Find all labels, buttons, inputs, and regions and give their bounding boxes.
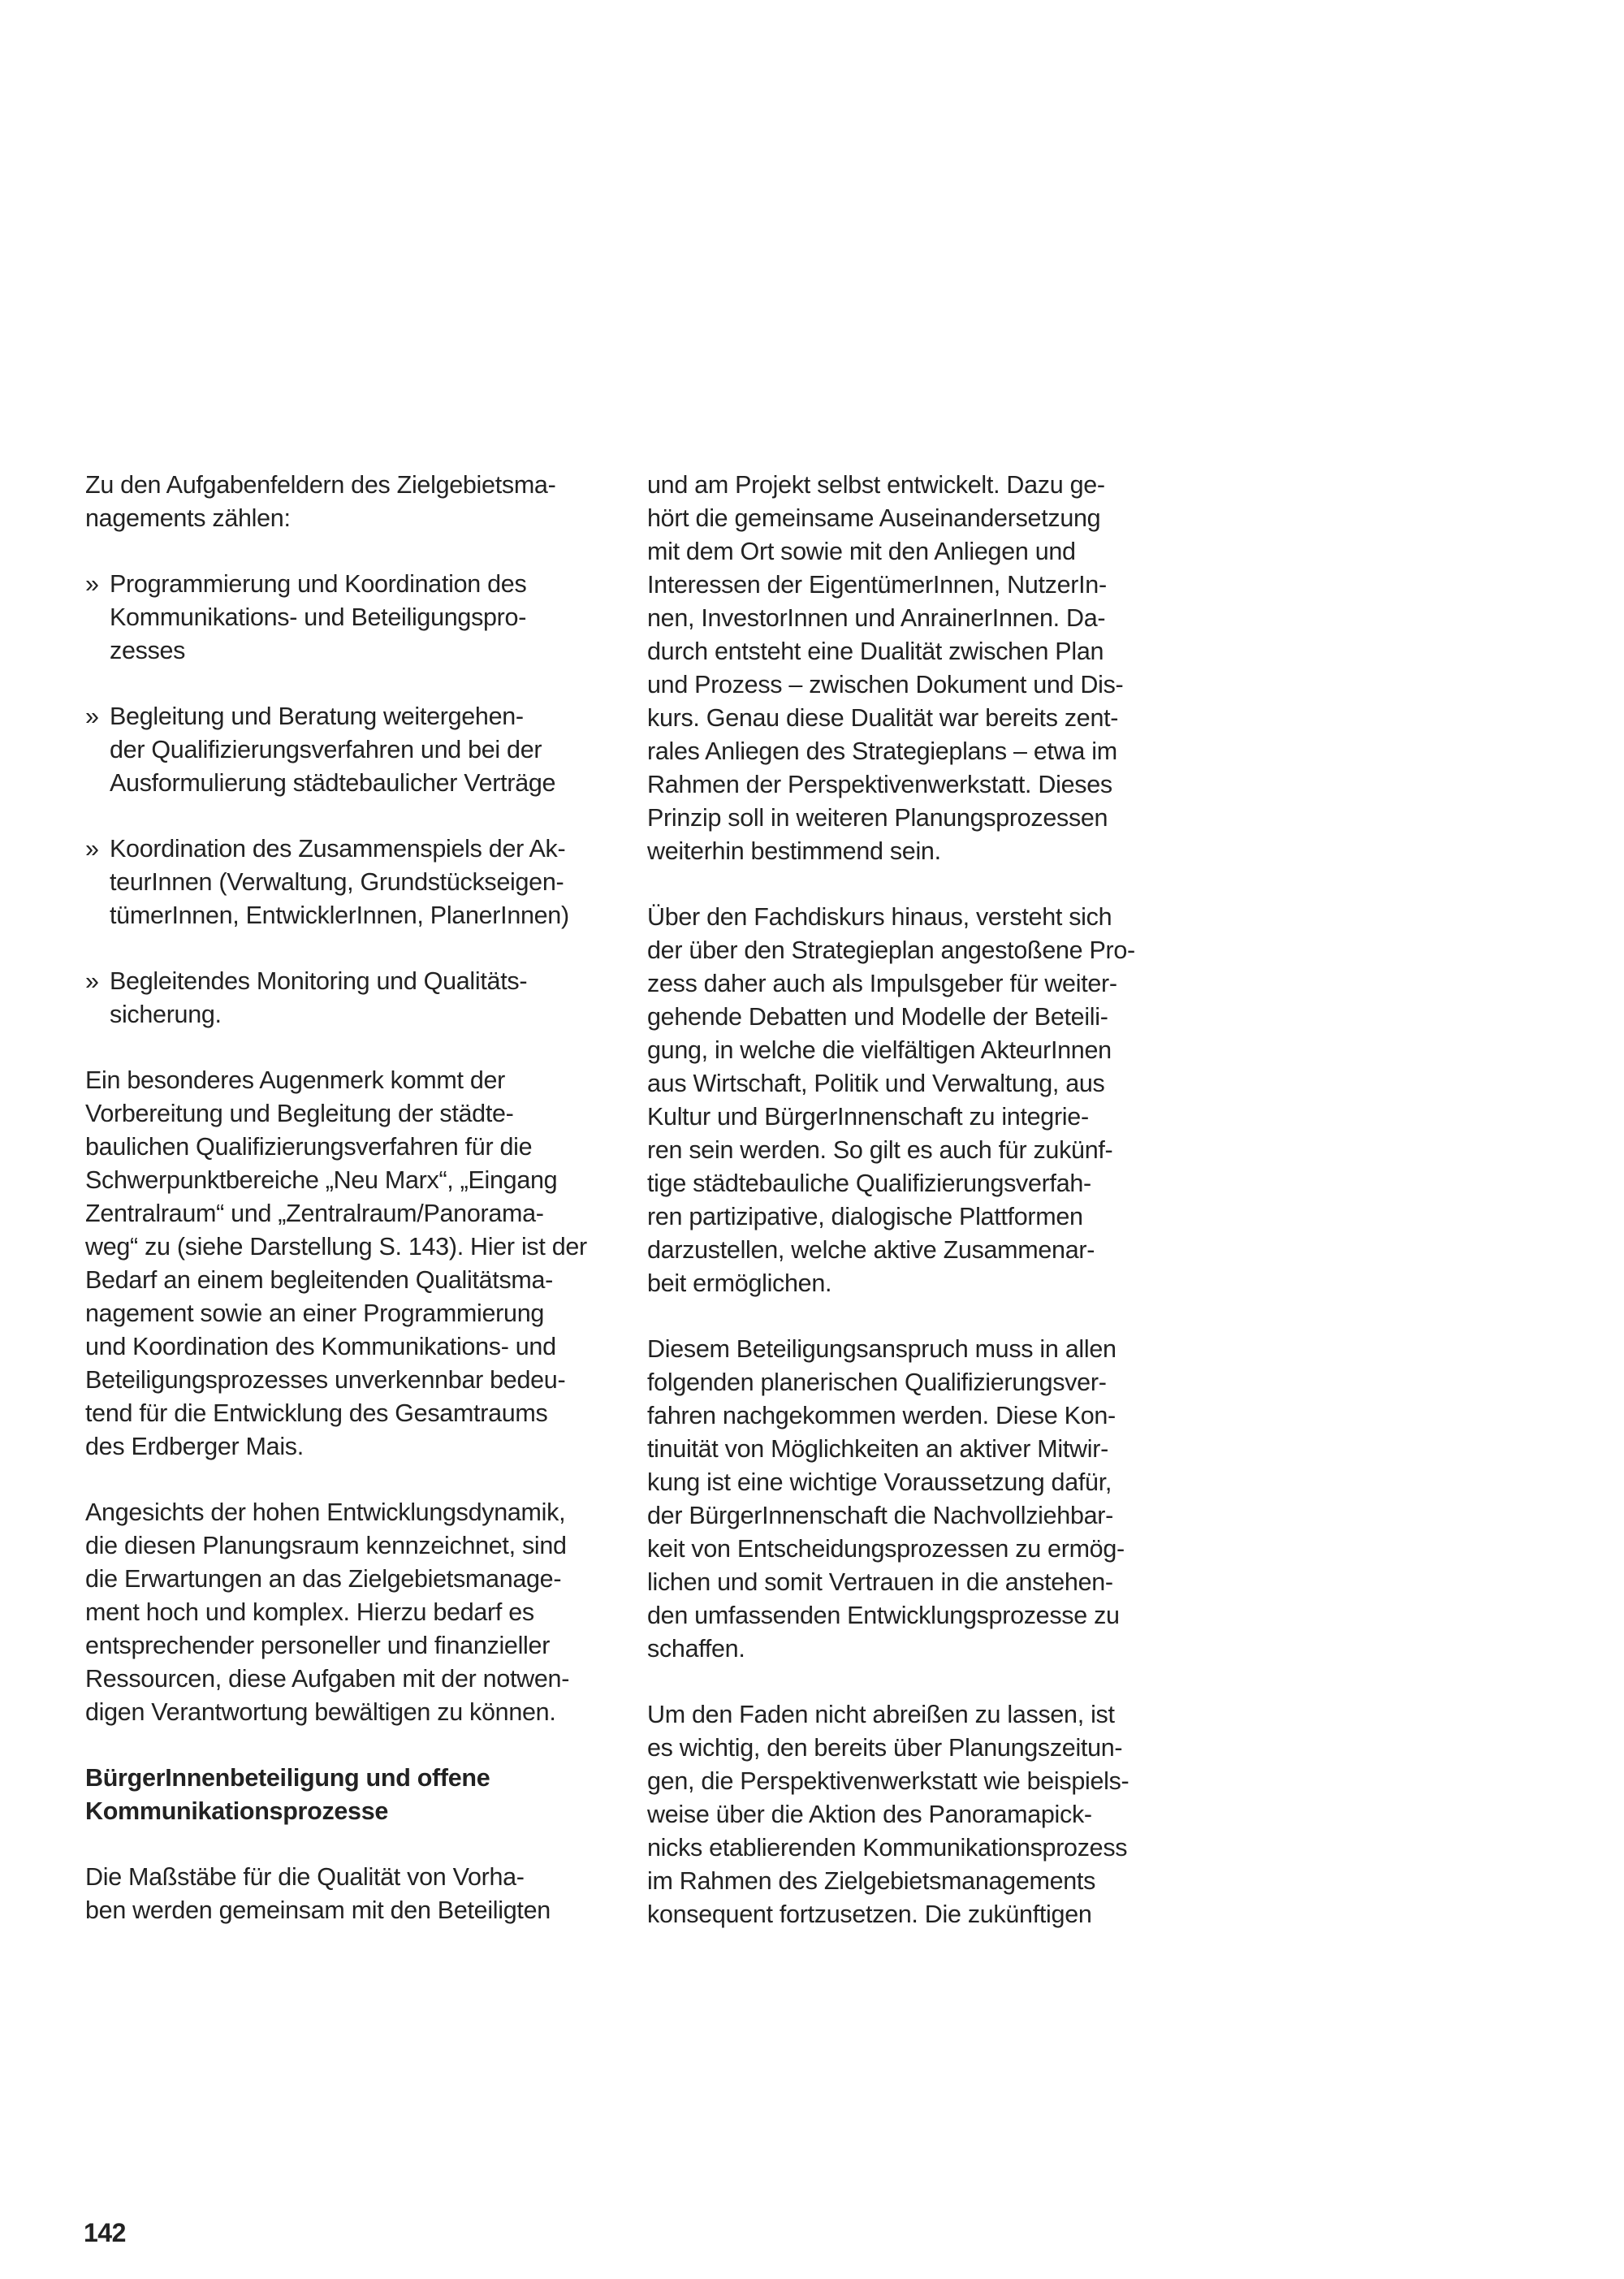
text-line: der Qualifizierungsverfahren und bei der	[110, 736, 542, 763]
text-line: die diesen Planungsraum kennzeichnet, sind	[85, 1532, 567, 1559]
paragraph-continuation	[647, 1698, 1175, 1931]
text-line: Angesichts der hohen Entwicklungsdynamik,	[85, 1498, 566, 1526]
text-line: weise über die Aktion des Panoramapick-	[647, 1801, 1092, 1828]
text-line: Die Maßstäbe für die Qualität von Vorha-	[85, 1863, 525, 1891]
text-line: Zentralraum“ und „Zentralraum/Panorama-	[85, 1200, 544, 1227]
text-line: nagements zählen:	[85, 504, 291, 532]
text-line: gen, die Perspektivenwerkstatt wie beispiels-	[647, 1767, 1129, 1795]
text-line: Begleitendes Monitoring und Qualitäts-	[110, 967, 528, 995]
text-line: weiterhin bestimmend sein.	[647, 837, 941, 865]
text-line: tend für die Entwicklung des Gesamtraums	[85, 1399, 548, 1427]
text-line: gehende Debatten und Modelle der Beteili-	[647, 1003, 1108, 1031]
text-line: und Prozess – zwischen Dokument und Dis-	[647, 671, 1124, 698]
text-line: darzustellen, welche aktive Zusammenar-	[647, 1236, 1095, 1264]
heading-line: BürgerInnenbeteiligung und offene	[85, 1764, 490, 1792]
bullet-marker: »	[85, 967, 99, 995]
text-line: es wichtig, den bereits über Planungszeitun-	[647, 1734, 1123, 1762]
text-line: hört die gemeinsame Auseinandersetzung	[647, 504, 1101, 532]
text-line: gung, in welche die vielfältigen AkteurInnen	[647, 1036, 1112, 1064]
text-line: keit von Entscheidungsprozessen zu ermög-	[647, 1535, 1125, 1563]
text-line: und Koordination des Kommunikations- und	[85, 1333, 556, 1360]
paragraph-duality	[647, 469, 1175, 868]
text-line: beit ermöglichen.	[647, 1269, 832, 1297]
paragraph-participation	[647, 1333, 1175, 1666]
intro-paragraph	[85, 469, 605, 535]
paragraph-standards	[85, 1861, 605, 1927]
text-line: Begleitung und Beratung weitergehen-	[110, 703, 524, 730]
text-line: ren sein werden. So gilt es auch für zukünf-	[647, 1136, 1113, 1164]
text-line: des Erdberger Mais.	[85, 1433, 304, 1460]
text-line: sicherung.	[110, 1001, 222, 1028]
text-line: kung ist eine wichtige Voraussetzung dafür,	[647, 1468, 1112, 1496]
bullet-marker: »	[85, 835, 99, 863]
text-line: mit dem Ort sowie mit den Anliegen und	[647, 538, 1076, 565]
text-line: im Rahmen des Zielgebietsmanagements	[647, 1867, 1096, 1895]
text-line: rales Anliegen des Strategieplans – etwa im	[647, 737, 1117, 765]
text-line: der über den Strategieplan angestoßene Pro-	[647, 936, 1135, 964]
text-line: ment hoch und komplex. Hierzu bedarf es	[85, 1598, 534, 1626]
paragraph-focus	[85, 1064, 605, 1464]
bullet-marker: »	[85, 703, 99, 730]
text-line: Ausformulierung städtebaulicher Verträge	[110, 769, 556, 797]
text-line: Interessen der EigentümerInnen, NutzerIn-	[647, 571, 1107, 599]
bullet-item-4	[85, 965, 605, 1031]
bullet-item-3	[85, 832, 605, 932]
text-line: teurInnen (Verwaltung, Grundstückseigen-	[110, 868, 564, 896]
text-line: nicks etablierenden Kommunikationsprozess	[647, 1834, 1128, 1862]
text-line: durch entsteht eine Dualität zwischen Plan	[647, 638, 1104, 665]
text-line: Rahmen der Perspektivenwerkstatt. Dieses	[647, 771, 1112, 798]
text-line: ren partizipative, dialogische Plattformen	[647, 1203, 1083, 1230]
text-line: tümerInnen, EntwicklerInnen, PlanerInnen)	[110, 902, 569, 929]
text-line: Programmierung und Koordination des	[110, 570, 527, 598]
text-line: Ressourcen, diese Aufgaben mit der notwen-	[85, 1665, 570, 1693]
text-line: entsprechender personeller und finanzieller	[85, 1632, 551, 1659]
page-number: 142	[84, 2218, 126, 2247]
text-line: Über den Fachdiskurs hinaus, versteht sich	[647, 903, 1112, 931]
text-line: tinuität von Möglichkeiten an aktiver Mitwir-	[647, 1435, 1108, 1463]
section-heading	[85, 1762, 605, 1828]
text-line: zesses	[110, 637, 186, 664]
text-line: zess daher auch als Impulsgeber für weiter-	[647, 970, 1117, 997]
text-line: folgenden planerischen Qualifizierungsver-	[647, 1369, 1107, 1396]
text-line: nen, InvestorInnen und AnrainerInnen. Da-	[647, 604, 1106, 632]
text-line: schaffen.	[647, 1635, 745, 1663]
text-line: Beteiligungsprozesses unverkennbar bedeu-	[85, 1366, 566, 1394]
text-line: den umfassenden Entwicklungsprozesse zu	[647, 1602, 1120, 1629]
heading-line: Kommunikationsprozesse	[85, 1797, 389, 1825]
text-line: Diesem Beteiligungsanspruch muss in allen	[647, 1335, 1116, 1363]
text-line: fahren nachgekommen werden. Diese Kon-	[647, 1402, 1116, 1429]
text-line: kurs. Genau diese Dualität war bereits zent-	[647, 704, 1119, 732]
bullet-item-2	[85, 700, 605, 800]
text-line: Kultur und BürgerInnenschaft zu integrie-	[647, 1103, 1089, 1131]
text-line: Bedarf an einem begleitenden Qualitätsma-	[85, 1266, 554, 1294]
text-line: konsequent fortzusetzen. Die zukünftigen	[647, 1901, 1092, 1928]
text-line: lichen und somit Vertrauen in die anstehen-	[647, 1568, 1113, 1596]
text-line: Zu den Aufgabenfeldern des Zielgebietsma-	[85, 471, 556, 499]
text-line: Prinzip soll in weiteren Planungsprozessen	[647, 804, 1108, 832]
text-line: tige städtebauliche Qualifizierungsverfah-	[647, 1170, 1091, 1197]
right-text-column	[647, 469, 1175, 1964]
text-line: nagement sowie an einer Programmierung	[85, 1300, 545, 1327]
text-line: die Erwartungen an das Zielgebietsmanage-	[85, 1565, 562, 1593]
text-line: Ein besonderes Augenmerk kommt der	[85, 1066, 506, 1094]
text-line: und am Projekt selbst entwickelt. Dazu ge-	[647, 471, 1105, 499]
text-line: der BürgerInnenschaft die Nachvollziehbar-	[647, 1502, 1114, 1529]
text-line: aus Wirtschaft, Politik und Verwaltung, aus	[647, 1070, 1105, 1097]
text-line: Koordination des Zusammenspiels der Ak-	[110, 835, 566, 863]
bullet-marker: »	[85, 570, 99, 598]
text-line: Kommunikations- und Beteiligungspro-	[110, 603, 527, 631]
paragraph-dynamics	[85, 1496, 605, 1729]
text-line: Schwerpunktbereiche „Neu Marx“, „Eingang	[85, 1166, 558, 1194]
bullet-item-1	[85, 568, 605, 668]
text-line: Vorbereitung und Begleitung der städte-	[85, 1100, 514, 1127]
left-text-column	[85, 469, 605, 1960]
text-line: Um den Faden nicht abreißen zu lassen, ist	[647, 1701, 1115, 1728]
text-line: baulichen Qualifizierungsverfahren für die	[85, 1133, 533, 1161]
text-line: digen Verantwortung bewältigen zu können.	[85, 1698, 556, 1726]
text-line: ben werden gemeinsam mit den Beteiligten	[85, 1896, 551, 1924]
text-line: weg“ zu (siehe Darstellung S. 143). Hier ist der	[85, 1233, 587, 1261]
paragraph-discourse	[647, 901, 1175, 1300]
